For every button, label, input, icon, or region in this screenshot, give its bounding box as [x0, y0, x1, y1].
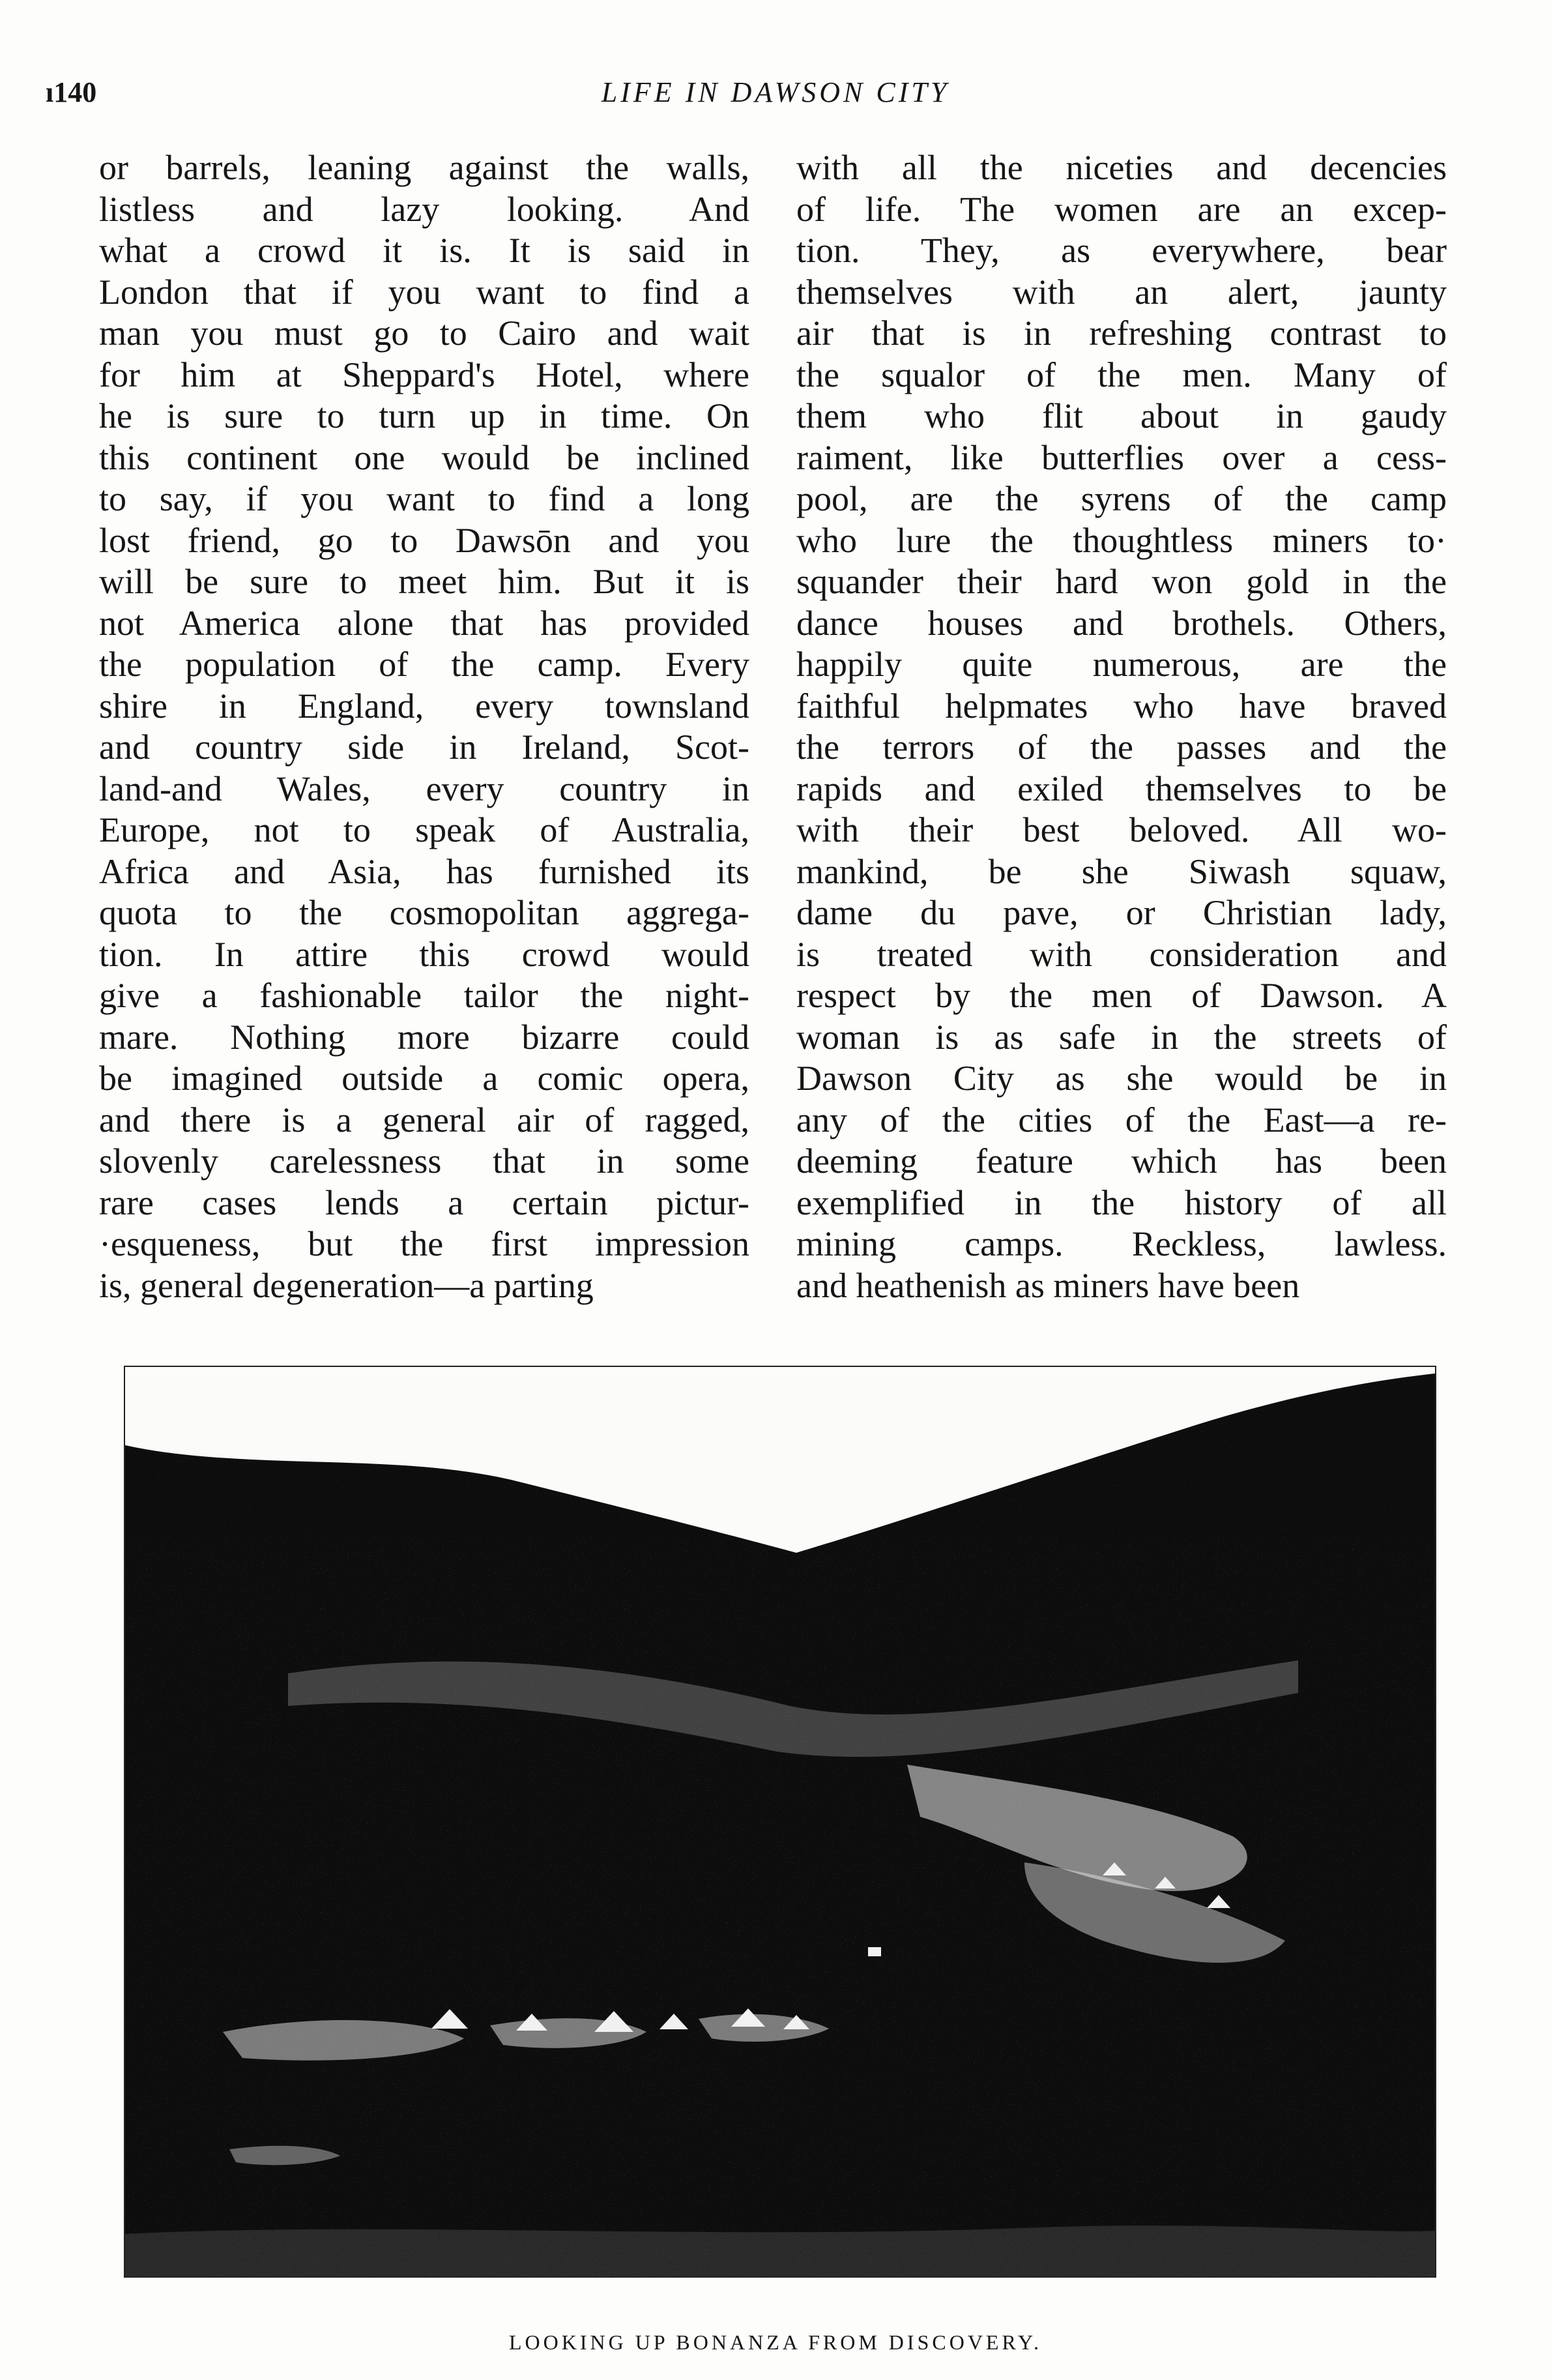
text-line: happily quite numerous, are the	[796, 645, 1447, 684]
text-line: is, general degeneration—a parting	[99, 1265, 594, 1305]
text-line: respect by the men of Dawson. A	[796, 976, 1447, 1015]
text-line: any of the cities of the East—a re-	[796, 1100, 1447, 1139]
text-line: rapids and exiled themselves to be	[796, 769, 1447, 808]
text-line: London that if you want to find a	[99, 272, 749, 312]
text-column-right	[796, 147, 1447, 1306]
text-column-left	[99, 147, 749, 1306]
text-line: mining camps. Reckless, lawless.	[796, 1224, 1447, 1263]
text-line: Europe, not to speak of Australia,	[99, 810, 749, 849]
text-line: faithful helpmates who have braved	[796, 686, 1447, 726]
text-line: with their best beloved. All wo-	[796, 810, 1447, 849]
text-line: exemplified in the history of all	[796, 1183, 1447, 1222]
text-line: air that is in refreshing contrast to	[796, 314, 1447, 353]
text-line: raiment, like butterflies over a cess-	[796, 437, 1447, 477]
text-line: squander their hard won gold in the	[796, 562, 1447, 601]
figure-caption: LOOKING UP BONANZA FROM DISCOVERY.	[508, 2330, 1043, 2354]
text-line: slovenly carelessness that in some	[99, 1141, 749, 1181]
text-line: for him at Sheppard's Hotel, where	[99, 355, 749, 394]
text-line: pool, are the syrens of the camp	[796, 479, 1447, 518]
text-line: quota to the cosmopolitan aggrega-	[99, 893, 749, 932]
text-line: mare. Nothing more bizarre could	[99, 1017, 749, 1057]
text-line: is treated with consideration and	[796, 934, 1447, 974]
halftone-photograph	[124, 1366, 1436, 2278]
text-line: and there is a general air of ragged,	[99, 1100, 749, 1139]
text-line: ·esqueness, but the first impression	[99, 1224, 749, 1263]
text-line: rare cases lends a certain pictur-	[99, 1183, 749, 1222]
text-line: of life. The women are an excep-	[796, 189, 1447, 229]
text-line: be imagined outside a comic opera,	[99, 1059, 749, 1098]
text-line: or barrels, leaning against the walls,	[99, 148, 749, 187]
photo-illustration	[125, 1367, 1435, 2276]
text-line: to say, if you want to find a long	[99, 479, 749, 518]
text-line: and heathenish as miners have been	[796, 1265, 1300, 1305]
text-line: man you must go to Cairo and wait	[99, 314, 749, 353]
text-line: dance houses and brothels. Others,	[796, 603, 1447, 643]
page-number: ı140	[46, 76, 97, 108]
text-line: tion. In attire this crowd would	[99, 934, 749, 974]
text-line: not America alone that has provided	[99, 603, 749, 643]
text-line: and country side in Ireland, Scot-	[99, 727, 749, 767]
text-line: Africa and Asia, has furnished its	[99, 851, 749, 891]
text-line: them who flit about in gaudy	[796, 396, 1447, 435]
text-line: land-and Wales, every country in	[99, 769, 749, 808]
text-line: will be sure to meet him. But it is	[99, 562, 749, 601]
text-line: mankind, be she Siwash squaw,	[796, 851, 1447, 891]
text-line: tion. They, as everywhere, bear	[796, 231, 1447, 270]
text-line: themselves with an alert, jaunty	[796, 272, 1447, 312]
text-line: with all the niceties and decencies	[796, 148, 1447, 187]
text-line: the terrors of the passes and the	[796, 727, 1447, 767]
text-line: listless and lazy looking. And	[99, 189, 749, 229]
text-line: the squalor of the men. Many of	[796, 355, 1447, 394]
text-line: who lure the thoughtless miners to·	[796, 520, 1447, 560]
text-line: Dawson City as she would be in	[796, 1059, 1447, 1098]
running-head: LIFE IN DAWSON CITY	[601, 76, 950, 108]
text-line: what a crowd it is. It is said in	[99, 231, 749, 270]
text-line: give a fashionable tailor the night-	[99, 976, 749, 1015]
text-line: lost friend, go to Dawsōn and you	[99, 520, 749, 560]
text-line: the population of the camp. Every	[99, 645, 749, 684]
text-line: dame du pave, or Christian lady,	[796, 893, 1447, 932]
text-line: this continent one would be inclined	[99, 437, 749, 477]
text-line: deeming feature which has been	[796, 1141, 1447, 1181]
text-line: shire in England, every townsland	[99, 686, 749, 726]
text-line: he is sure to turn up in time. On	[99, 396, 749, 435]
text-line: woman is as safe in the streets of	[796, 1017, 1447, 1057]
